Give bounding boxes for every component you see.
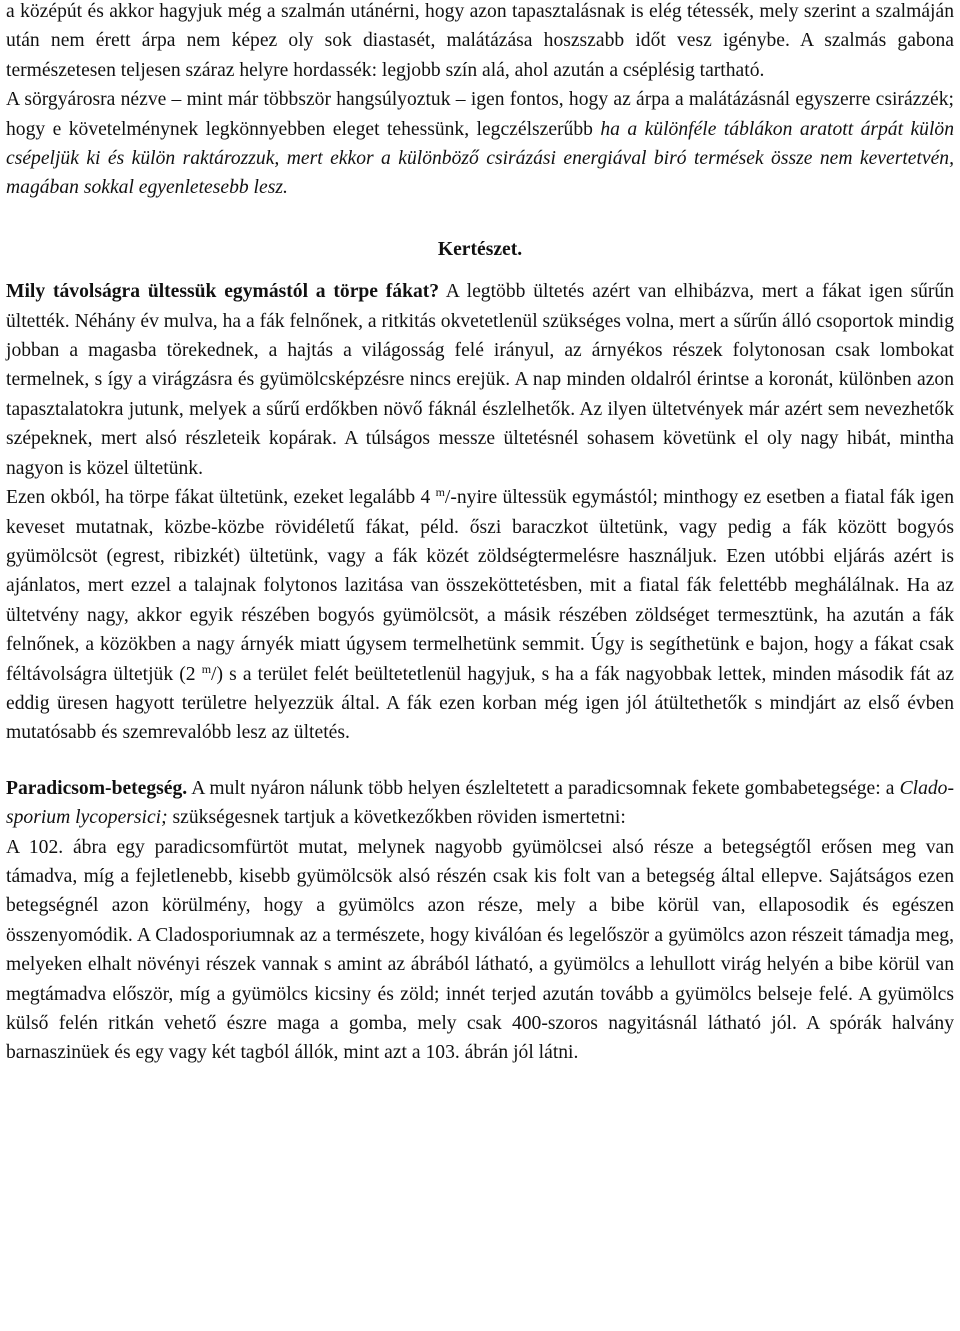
tomato-disease-text1: A mult nyáron nálunk több helyen észleltetett a paradicsomnak fekete gombabetegsége: a [187,777,900,799]
paragraph-tomato-disease-description: A 102. ábra egy paradicsomfürtöt mutat, melynek nagyobb gyümölcsei alsó része a betegségtől erősen meg van támadva, míg a fejletlenebb, kisebb gyümölcsök alsó részén csak kis folt van a betegség által ellepve. Sajátságos ezen betegségnél azon körülmény, hogy a gyümölcs azon része, mely a bibe körül van, ellaposodik és egészen összenyomódik. A Cladosporiumnak az a természete, hogy kiválóan és legelőször a gyümölcs azon részeit támadja meg, melyeken elhalt növényi részek vannak s amint az ábrából látható, a gyümölcs a lehullott virág helyén a bibe körül van megtámadva először, míg a gyümölcs kicsiny és zöld; innét terjed azután tovább a gyümölcs belseje felé. A gyümölcs külső felén ritkán vehető észre maga a gomba, mely csak 400-szoros nagyitásnál látható jól. A spórák halvány barnaszinüek és egy vagy két tagból állók, mint azt a 103. ábrán jól látni. [6,836,954,1064]
paragraph-tree-planting-distance [6,483,954,748]
tomato-disease-text2: szükségesnek tartjuk a következőkben röviden ismertetni: [167,807,626,829]
section-heading-kerteszet: Kertészet. [437,238,523,260]
paragraph-tree-spacing [6,277,954,483]
paragraph-brewer-advice [6,85,954,203]
paragraph-tomato-disease-intro [6,774,954,833]
tomato-disease-title: Paradicsom-betegség. [6,777,188,799]
section-spacer [6,203,954,232]
paragraph-barley-drying: a középút és akkor hagyjuk még a szalmán utánérni, hogy azon tapasztalásnak is elég tétessék, mely szerint a szalmáján után nem érett árpa nem képez oly sok diastasét, malátázása hoszszabb időt vesz igénybe. A szalmás gabona természetesen teljesen száraz helyre hordassék: legjobb szín alá, ahol azután a cséplésig tartható. [6,1,954,81]
planting-distance-part2: /-nyire ültessük egymástól; minthogy ez esetben a fiatal fák igen keveset mutatnak, közbe-közbe rövidéletű fákat, péld. őszi baraczkot ültetünk, vagy pedig a fák között bogyós gyümölcsöt (egrest, ribizkét) ültetünk, vagy a fák közét zöldségtermelésre használjuk. Ezen utóbbi eljárás azért is ajánlatos, mert ezzel a talajnak folytonos lazitása van összeköttetésben, mit a fiatal fák felettébb meghálálnak. Ha az ültetvény nagy, akkor egyik részében bogyós gyümölcsöt, a másik részében zöldséget termesztünk, ha azután a fák felnőnek, a közökben a nagy árnyék miatt úgysem termelhetünk semmit. Úgy is segíthetünk e bajon, hogy a fákat csak féltávolságra ültetjük (2 [6,487,954,685]
brewer-advice-italic: ha a különféle táblákon aratott árpát külön csépeljük ki és külön raktározzuk, mert ekkor a különböző csirázási energiával biró termések össze nem kevertetvén, magában sokkal egyenletesebb lesz. [6,118,954,199]
tomato-disease-species: Clado-sporium lycopersici; [6,777,954,829]
planting-distance-part1: Ezen okból, ha törpe fákat ültetünk, ezeket legalább 4 [6,487,436,509]
tree-spacing-question: Mily távolságra ültessük egymástól a törpe fákat? [6,281,440,303]
meter-superscript: m [435,485,445,500]
brewer-advice-lead: A sörgyárosra nézve – mint már többször hangsúlyoztuk – igen fontos, hogy az árpa a malátázásnál egyszerre csirázzék; hogy e követelménynek legkönnyebben eleget tehessünk, legczélszerűbb [6,89,954,140]
meter-superscript: m [201,661,212,676]
planting-distance-part3: /) s a terület felét beültetetlenül hagyjuk, s ha a fák nagyobbak lettek, minden második fát az eddig üresen hagyott területre helyezzük által. A fák ezen korban még igen jól átültethetők s mindjárt az első évben mutatósabb és szemrevalóbb lesz az ültetés. [6,663,954,744]
tree-spacing-text: A legtöbb ültetés azért van elhibázva, mert a fákat igen sűrűn ültették. Néhány év mulva, ha a fák felnőnek, a ritkitás okvetetlenül szükséges volna, mert a sűrűn álló csoportok mindig jobban a magasba törekednek, a hajtás a világosság felé irányul, az árnyékos részek folytonosan csak lombokat termelnek, s így a virágzásra és gyümölcsképzésre nincs erejük. A nap minden oldalról érintse a koronát, különben azon tapasztalatokra jutunk, melyek a sűrű erdőkben növő fáknál észlelhetők. Az ilyen ültetvények már azért sem nevezhetők szépeknek, mert alsó részleteik kopárak. A túlságos messze ültetésnél sohasem követünk el oly nagy hibát, mintha nagyon is közel ültetünk. [6,281,954,479]
